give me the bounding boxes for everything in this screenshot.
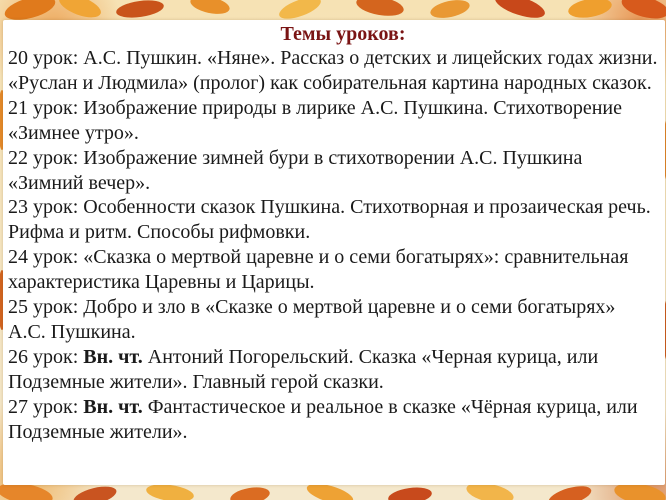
lesson-topic: Фантастическое и реальное в сказке «Чёрная курица, или Подземные жители». bbox=[8, 395, 638, 443]
lesson-number: 26 урок: bbox=[8, 345, 84, 368]
lesson-topic: Добро и зло в «Сказке о мертвой царевне и о семи богатырях» А.С. Пушкина. bbox=[8, 296, 616, 343]
extracurricular-reading-label: Вн. чт. bbox=[83, 345, 143, 368]
lesson-list bbox=[8, 46, 658, 445]
lesson-item bbox=[8, 295, 658, 345]
lesson-topic: Антоний Погорельский. Сказка «Черная курица, или Подземные жители». Главный герой сказки. bbox=[8, 345, 599, 393]
lesson-item bbox=[8, 195, 658, 245]
lesson-number: 20 урок: bbox=[8, 47, 84, 69]
lesson-topic: Изображение зимней бури в стихотворении А.С. Пушкина «Зимний вечер». bbox=[8, 146, 583, 194]
lesson-topic: Изображение природы в лирике А.С. Пушкина. Стихотворение «Зимнее утро». bbox=[8, 96, 622, 144]
lesson-number: 27 урок: bbox=[8, 395, 84, 418]
lesson-item bbox=[8, 345, 658, 395]
lesson-number: 25 урок: bbox=[8, 296, 84, 319]
lesson-number: 22 урок: bbox=[8, 146, 84, 169]
lesson-item bbox=[8, 245, 658, 295]
lesson-topic: «Сказка о мертвой царевне и о семи богатырях»: сравнительная характеристика Царевны и Царицы. bbox=[8, 246, 629, 294]
lesson-number: 23 урок: bbox=[8, 196, 84, 219]
lesson-item bbox=[8, 46, 658, 96]
extracurricular-reading-label: Вн. чт. bbox=[83, 395, 143, 418]
slide-title: Темы уроков: bbox=[280, 23, 406, 45]
lesson-item bbox=[8, 395, 658, 445]
lesson-topics bbox=[8, 22, 658, 445]
lesson-number: 24 урок: bbox=[8, 246, 84, 269]
lesson-number: 21 урок: bbox=[8, 96, 84, 119]
lesson-topic: Особенности сказок Пушкина. Стихотворная и прозаическая речь. Рифма и ритм. Способы рифмовки. bbox=[8, 196, 651, 244]
lesson-topic: А.С. Пушкин. «Няне». Рассказ о детских и лицейских годах жизни. «Руслан и Людмила» (пролог) как собирательная картина народных сказок. bbox=[8, 47, 658, 94]
lesson-item bbox=[8, 146, 658, 196]
lesson-item bbox=[8, 96, 658, 146]
